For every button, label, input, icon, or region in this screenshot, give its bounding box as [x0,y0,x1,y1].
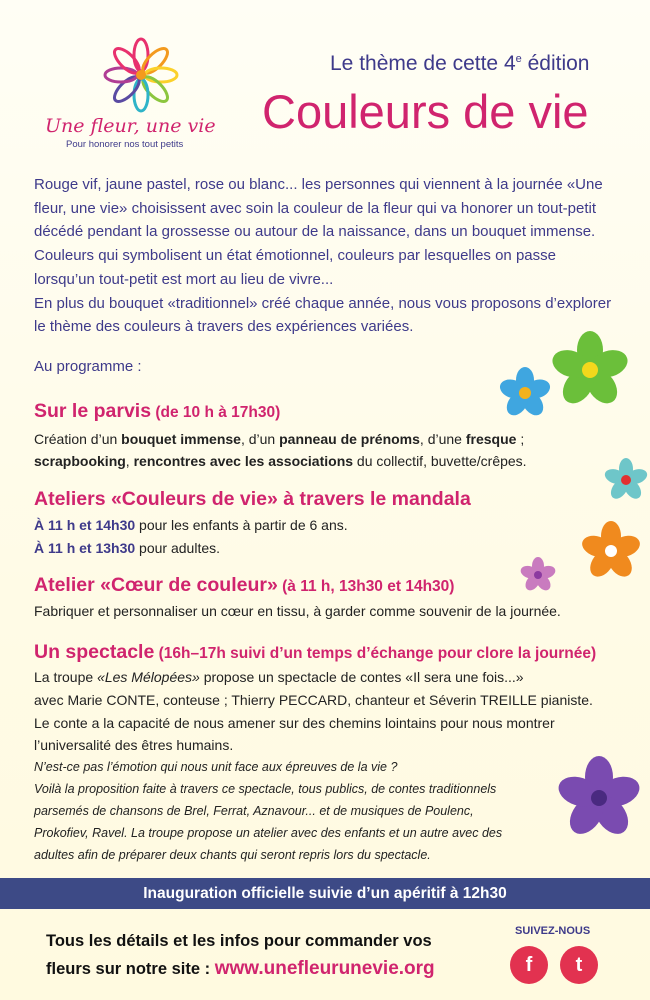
parvis-line-1: Création d’un bouquet immense, d’un panneau de prénoms, d’une fresque ; [34,431,525,447]
spectacle-line-3: Le conte a la capacité de nous amener sur des chemins lointains pour nous montrer [34,715,555,731]
orange-flower-icon [580,520,642,582]
section-title-spectacle: Un spectacle (16h–17h suivi d’un temps d’échange pour clore la journée) [34,641,597,663]
facebook-button[interactable] [510,946,548,984]
purple-flower-icon [556,755,642,841]
footer-text [46,928,435,983]
page-title: Couleurs de vie [262,85,589,138]
logo-name: Une fleur, une vie [45,115,216,137]
facebook-icon: f [525,954,533,976]
spectacle-italic-5: adultes afin de préparer deux chants qui seront repris lors du spectacle. [34,848,431,862]
programme-heading: Au programme : [34,358,142,375]
section-title-coeur: Atelier «Cœur de couleur» (à 11 h, 13h30 et 14h30) [34,574,455,596]
logo-tagline: Pour honorer nos tout petits [66,139,184,150]
inauguration-banner: Inauguration officielle suivie d’un apéritif à 12h30 [0,878,650,909]
intro-text [34,173,616,339]
section-title-parvis: Sur le parvis (de 10 h à 17h30) [34,400,281,422]
green-flower-icon [550,330,630,410]
parvis-line-2: scrapbooking, rencontres avec les associations du collectif, buvette/crêpes. [34,453,527,469]
spectacle-line-4: l’universalité des êtres humains. [34,737,234,753]
intro-paragraph-1: Rouge vif, jaune pastel, rose ou blanc... les personnes qui viennent à la journée «Une fleur, une vie» choisissent avec soin la couleur de la fleur qui va honorer un tout-petit décédé pendant la grossesse ou autour de la naissance, dans un bouquet immense. Couleurs qui symbolisent un état émotionnel, couleurs par lesquelles on passe lorsqu’un tout-petit est mort au lieu de vivre... [34,176,603,288]
spectacle-line-2: avec Marie CONTE, conteuse ; Thierry PECCARD, chanteur et Séverin TREILLE pianiste. [34,692,593,708]
spectacle-italic-2: Voilà la proposition faite à travers ce spectacle, tous publics, de contes traditionnels [34,782,497,796]
twitter-icon: t [575,954,583,976]
website-link[interactable]: www.unefleurunevie.org [214,958,435,979]
ateliers-line-1: À 11 h et 14h30 pour les enfants à partir de 6 ans. [34,517,348,533]
footer-line-2: fleurs sur notre site : www.unefleurunevie.org [46,958,435,979]
spectacle-line-1: La troupe «Les Mélopées» propose un spectacle de contes «Il sera une fois...» [34,669,524,685]
ateliers-line-2: À 11 h et 13h30 pour adultes. [34,540,221,556]
spectacle-italic-4: Prokofiev, Ravel. La troupe propose un atelier avec des enfants et un autre avec des [34,826,503,840]
coeur-text: Fabriquer et personnaliser un cœur en tissu, à garder comme souvenir de la journée. [34,603,561,619]
teal-flower-icon [603,457,649,503]
spectacle-italic-1: N’est-ce pas l’émotion qui nous unit face aux épreuves de la vie ? [34,760,398,774]
twitter-button[interactable] [560,946,598,984]
pink-flower-icon [518,555,558,595]
follow-us-label: SUIVEZ-NOUS [515,925,591,937]
intro-paragraph-2: En plus du bouquet «traditionnel» créé chaque année, nous vous proposons d’explorer le thème des couleurs à travers des expériences variées. [34,294,612,336]
edition-subtitle: Le thème de cette 4e édition [330,52,590,75]
spectacle-italic-3: parsemés de chansons de Brel, Ferrat, Aznavour... et de musiques de Poulenc, [34,804,474,818]
blue-flower-icon [497,365,553,421]
section-title-ateliers: Ateliers «Couleurs de vie» à travers le mandala [34,488,471,510]
footer-line-1: Tous les détails et les infos pour commander vos [46,932,432,950]
